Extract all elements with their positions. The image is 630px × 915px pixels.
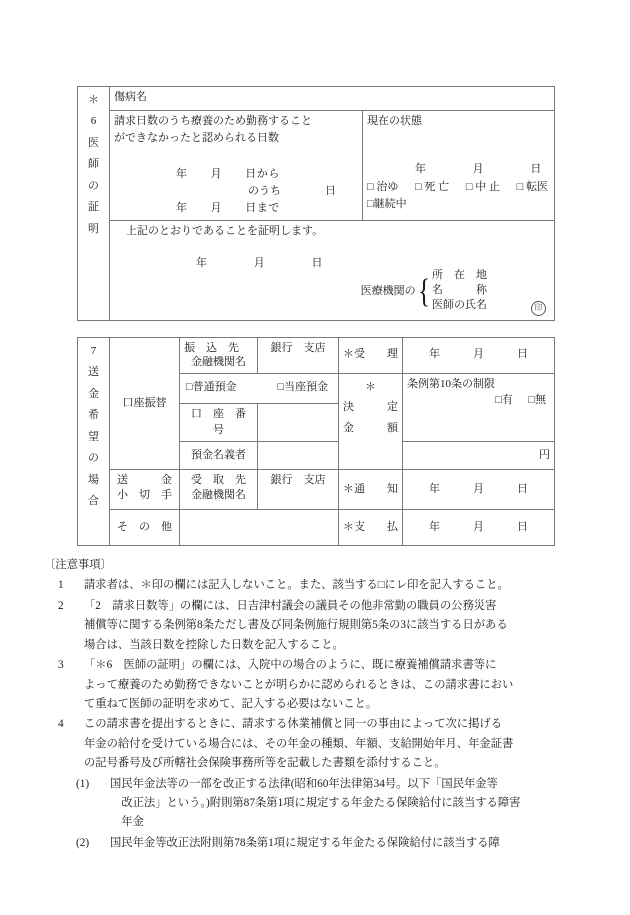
- doctor-section-side-label: [78, 87, 110, 321]
- deposit-current-checkbox[interactable]: □当座預金: [277, 381, 328, 394]
- note-item: [28, 576, 608, 595]
- notes-section: [28, 556, 608, 853]
- state-checkbox-transferred[interactable]: □ 転医: [516, 180, 548, 193]
- state-checkbox-discontinued[interactable]: □ 中 止: [465, 180, 500, 193]
- absence-days-count[interactable]: のうち 日: [248, 184, 336, 197]
- note-item: [28, 715, 608, 773]
- certification-statement-field[interactable]: [110, 220, 555, 320]
- table-row: [78, 111, 555, 221]
- table-row: [78, 470, 555, 510]
- injury-name-field[interactable]: [110, 87, 555, 111]
- doctor-certification-table: [77, 86, 555, 321]
- medical-institution-block: [361, 268, 546, 316]
- absence-date-to[interactable]: 年 月 日まで: [176, 201, 280, 214]
- yen-unit-label: 円: [539, 449, 550, 461]
- decided-amount-value-field[interactable]: [403, 442, 555, 470]
- table-row: [78, 220, 555, 320]
- payee-bank-branch-field[interactable]: 銀行 支店: [258, 470, 339, 510]
- other-method-field[interactable]: [180, 510, 339, 546]
- payment-label: ＊支 払: [339, 510, 403, 546]
- side-label-char: 場: [88, 473, 99, 486]
- table-row: [78, 338, 555, 374]
- side-label-char: の: [88, 179, 99, 192]
- side-label-char: 証: [88, 201, 99, 214]
- absence-days-label-line2: ができなかったと認められる日数: [114, 131, 279, 144]
- decided-amount-label: ＊ 決 定 金 額: [339, 373, 403, 470]
- bank-name-label: 振 込 先 金融機関名: [180, 338, 258, 374]
- note-sub-number: (1): [76, 777, 90, 790]
- side-label-char: の: [88, 452, 99, 465]
- account-holder-label: 預金名義者: [180, 442, 258, 470]
- certification-date[interactable]: 年 月 日: [196, 256, 324, 269]
- limit-yes-checkbox[interactable]: □有: [495, 393, 513, 406]
- side-label-char: 金: [88, 387, 99, 400]
- side-label-char: 合: [88, 495, 99, 508]
- notes-title: 〔注意事項〕: [44, 559, 112, 571]
- side-label-char: 医: [88, 136, 99, 149]
- other-method-label: そ の 他: [110, 510, 180, 546]
- ordinance-limit-field: [403, 373, 555, 442]
- side-label-char: 望: [88, 430, 99, 443]
- side-label-char: 6: [90, 115, 97, 128]
- note-item: [28, 656, 608, 714]
- note-number: 4: [58, 718, 64, 731]
- current-state-date[interactable]: 年 月 日: [414, 162, 542, 175]
- note-text: この請求書を提出するときに、請求する休業補償と同一の事由によって次に掲げる 年金の給付を受けている場合には、その年金の種類、年額、支給開始年月、年金証書 の記号番号及び所轄社会保険事務所等を記載した書類を添付すること。: [84, 718, 514, 770]
- table-row: [78, 87, 555, 111]
- state-checkbox-continuing[interactable]: □継続中: [367, 197, 407, 210]
- note-number: 3: [58, 659, 64, 672]
- remittance-section-side-label: [78, 338, 110, 546]
- note-sub-text: 国民年金等改正法附則第78条第1項に規定する年金たる保険給付に該当する障: [110, 836, 500, 849]
- institution-name-label[interactable]: 名 称: [432, 283, 487, 296]
- injury-name-label: 傷病名: [114, 91, 147, 103]
- note-text: 請求者は、＊印の欄には記入しないこと。また、該当する□にレ印を記入すること。: [84, 579, 509, 592]
- absence-days-label-line1: 請求日数のうち療養のため勤務すること: [114, 115, 312, 127]
- note-sub-item: [28, 775, 608, 833]
- remittance-table: [77, 337, 555, 546]
- table-row: [78, 510, 555, 546]
- ordinance-limit-title: 条例第10条の制限: [407, 377, 495, 390]
- state-checkbox-death[interactable]: □ 死 亡: [415, 180, 450, 193]
- bank-branch-field[interactable]: 銀行 支店: [258, 338, 339, 374]
- medical-institution-fields: [432, 268, 546, 316]
- note-number: 1: [58, 579, 64, 592]
- deposit-type-options: [180, 373, 339, 403]
- account-number-field[interactable]: [258, 403, 339, 442]
- note-sub-text: 国民年金法等の一部を改正する法律(昭和60年法律第34号。以下「国民年金等 改正法」という。)附則第87条第1項に規定する年金たる保険給付に該当する障害 年金: [110, 777, 521, 829]
- note-text: 「2 請求日数等」の欄には、日吉津村議会の議員その他非常勤の職員の公務災害 補償等に関する条例第8条ただし書及び同条例施行規則第5条の3に該当する日がある 場合は、当該日数を控除した日数を記入すること。: [84, 599, 508, 651]
- account-number-label: 口 座 番 号: [180, 403, 258, 442]
- limit-no-checkbox[interactable]: □無: [528, 393, 546, 406]
- certification-statement-text: 上記のとおりであることを証明します。: [126, 224, 324, 237]
- notification-date-field[interactable]: 年 月 日: [403, 470, 555, 510]
- remittance-check-label: 送 金 小 切 手: [110, 470, 180, 510]
- medical-institution-label: 医療機関の: [360, 284, 416, 297]
- note-text: 「＊6 医師の証明」の欄には、入院中の場合のように、既に療養補償請求書等に よって療養のため勤務できないことが明らかに認められるときは、この請求書におい て重ねて医師の証明を求めて、記入する必要はないこと。: [84, 659, 514, 710]
- doctor-name-label[interactable]: 医師の氏名 印: [432, 298, 546, 316]
- payee-bank-name-label: 受 取 先 金融機関名: [180, 470, 258, 510]
- absence-days-field[interactable]: [110, 111, 363, 221]
- account-transfer-label: 口座振替: [110, 338, 180, 470]
- side-label-char: 送: [88, 366, 99, 379]
- acceptance-date-field[interactable]: 年 月 日: [403, 338, 555, 374]
- payment-date-field[interactable]: 年 月 日: [403, 510, 555, 546]
- seal-stamp-icon: 印: [531, 301, 546, 316]
- note-sub-number: (2): [76, 836, 90, 849]
- note-number: 2: [58, 599, 64, 612]
- notification-label: ＊通 知: [339, 470, 403, 510]
- side-label-char: 師: [88, 158, 99, 171]
- deposit-ordinary-checkbox[interactable]: □普通預金: [186, 381, 237, 394]
- side-label-char: 7: [90, 345, 97, 357]
- acceptance-label: ＊受 理: [339, 338, 403, 374]
- absence-date-from[interactable]: 年 月 日から: [176, 167, 280, 180]
- current-state-field[interactable]: [363, 111, 555, 221]
- side-label-char: 希: [88, 409, 99, 422]
- note-item: [28, 597, 608, 655]
- current-state-label: 現在の状態: [367, 115, 422, 127]
- side-label-char: ＊: [88, 94, 99, 106]
- state-checkbox-healed[interactable]: □ 治ゆ: [367, 180, 399, 193]
- note-sub-item: [28, 834, 608, 853]
- current-state-options: [367, 180, 550, 196]
- account-holder-field[interactable]: [258, 442, 339, 470]
- institution-address-label[interactable]: 所 在 地: [432, 269, 487, 281]
- side-label-char: 明: [88, 222, 99, 235]
- curly-brace-icon: {: [417, 273, 430, 311]
